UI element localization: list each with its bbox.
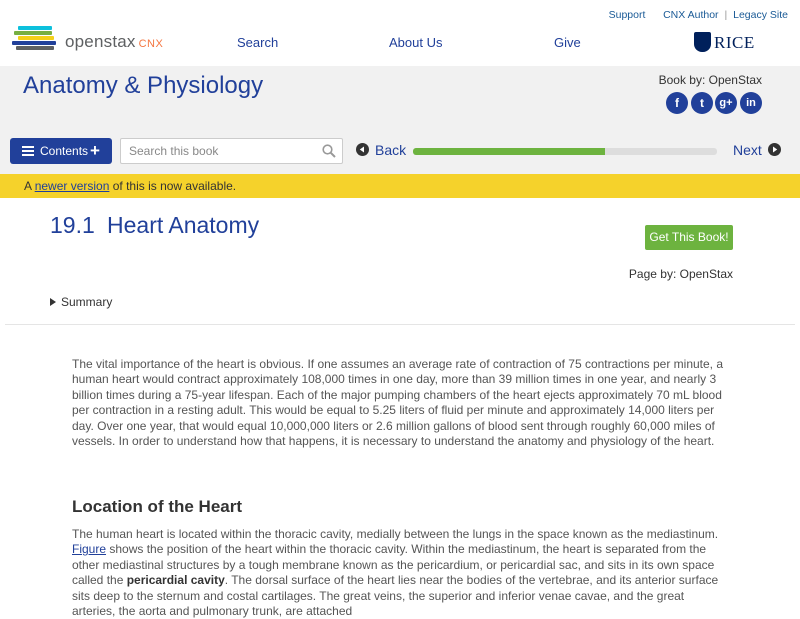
openstax-books-icon [12,26,58,54]
expand-triangle-icon [50,298,56,306]
notice-prefix: A [24,179,35,193]
location-text-1: The human heart is located within the thoracic cavity, medially between the lungs in the space known as the mediastinum. [72,527,719,541]
book-title[interactable]: Anatomy & Physiology [23,72,264,99]
linkedin-icon[interactable]: in [740,92,762,114]
search-book-input[interactable] [129,143,319,159]
back-button[interactable] [356,142,406,158]
twitter-icon[interactable]: t [691,92,713,114]
intro-paragraph: The vital importance of the heart is obvious. If one assumes an average rate of contraction of 75 contractions per minute, a human heart would contract approximately 108,000 times in one day, more than 39 million times in one year, and nearly 3 billion times during a 75-year lifespan. Each of the major pumping chambers of the heart ejects approximately 70 mL blood per contraction in a resting adult. This would be equal to 5.25 liters of fluid per minute and approximately 14,000 liters per day. Over one year, that would equal 10,000,000 liters or 2.6 million gallons of blood sent through roughly 60,000 miles of vessels. In order to understand how that happens, it is necessary to understand the anatomy and physiology of the heart. [72,357,724,449]
back-arrow-icon [356,143,369,156]
page-author: Page by: OpenStax [628,267,733,281]
plus-icon: + [90,141,100,160]
contents-button[interactable] [10,138,112,164]
logo-suffix: CNX [138,38,164,50]
search-icon[interactable] [322,144,336,158]
section-number: 19.1 [50,212,95,238]
legacy-site-link[interactable]: Legacy Site [733,9,788,21]
book-author: Book by: OpenStax [658,73,762,87]
google-plus-icon[interactable]: g+ [715,92,737,114]
location-text-3: . The dorsal surface of the heart lies near the bodies of the vertebrae, and its anterior surface sits deep to the sternum and costal cartilages. The great veins, the superior and inferior venae cavae, and the great arteries, the aorta and pulmonary trunk, are attached [72,573,719,619]
nav-give-link[interactable]: Give [554,35,581,50]
book-toolbar [0,124,800,174]
pericardial-cavity-term: pericardial cavity [126,573,225,588]
cnx-author-link[interactable]: CNX Author [663,9,719,21]
divider [5,324,795,325]
list-icon [22,146,34,156]
openstax-logo[interactable] [12,26,172,56]
nav-about-us-link[interactable]: About Us [389,35,443,50]
notice-suffix: of this is now available. [109,179,237,193]
separator: | [724,9,728,21]
logo-wordmark [65,32,163,52]
rice-wordmark: RICE [714,33,755,52]
location-paragraph [72,527,728,619]
top-navigation [0,0,800,66]
get-this-book-button[interactable]: Get This Book! [645,225,733,250]
contents-label: Contents [40,144,89,158]
nav-search-link[interactable]: Search [237,35,279,50]
newer-version-notice [0,174,800,198]
rice-shield-icon [694,32,711,52]
back-label: Back [375,142,407,158]
search-box [120,138,343,164]
next-arrow-icon [768,143,781,156]
next-button[interactable] [733,142,781,158]
separator [651,9,657,21]
book-header [0,66,800,124]
summary-label: Summary [61,295,113,309]
figure-link[interactable]: Figure [72,542,107,557]
support-link[interactable]: Support [608,9,646,21]
logo-text: openstax [65,32,136,51]
next-label: Next [733,142,762,158]
newer-version-link[interactable]: newer version [34,179,110,193]
summary-toggle[interactable] [50,295,112,309]
page-title: Heart Anatomy [107,212,260,238]
book-progress-bar [413,148,717,155]
location-heading: Location of the Heart [72,497,243,516]
progress-fill [413,148,605,155]
facebook-icon[interactable]: f [666,92,688,114]
utility-links [609,9,788,21]
location-text-2: shows the position of the heart within the thoracic cavity. Within the mediastinum, the heart is separated from the other mediastinal structures by a tough membrane known as the pericardium, or pericardial sac, and sits in its own space called the [72,542,715,588]
